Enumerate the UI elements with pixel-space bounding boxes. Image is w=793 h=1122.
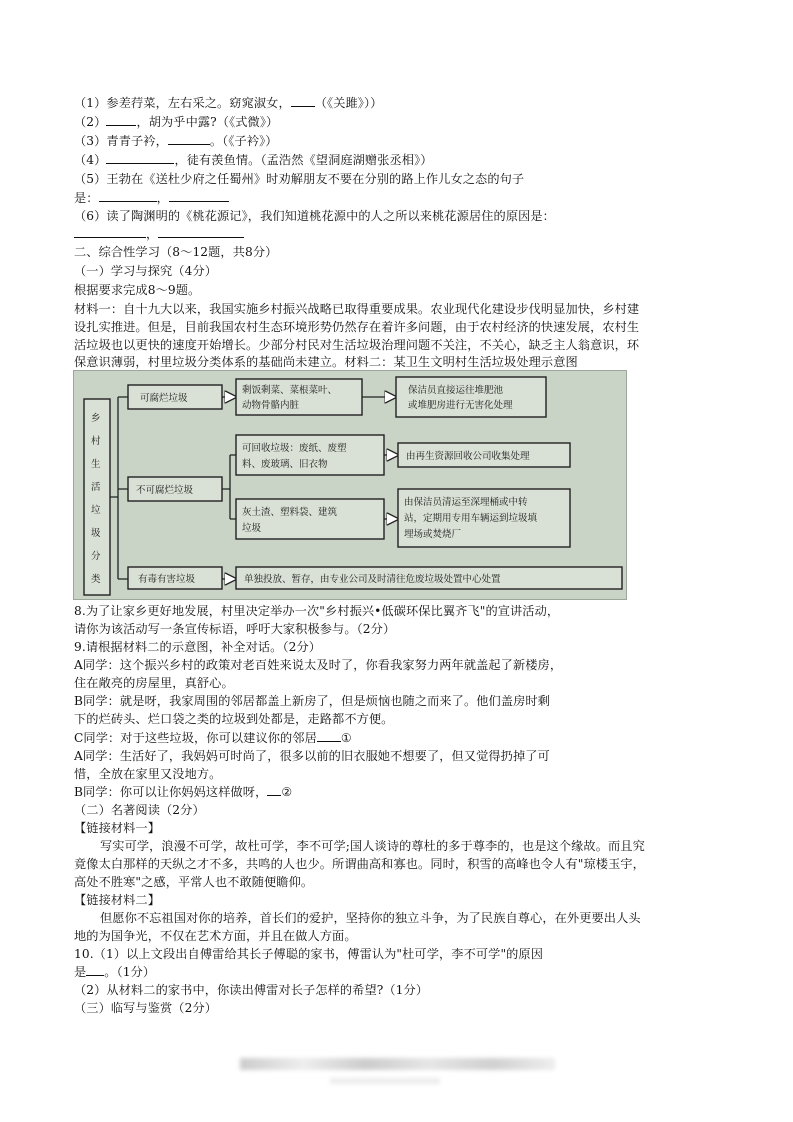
q8-line2: 请你为该活动写一条宣传标语，呼吁大家积极参与。（2分）: [74, 622, 396, 636]
q7-line1: [74, 94, 382, 112]
material1-line4: 保意识薄弱，村里垃圾分类体系的基础尚未建立。材料二：某卫生文明村生活垃圾处理示意图: [74, 355, 578, 369]
blank-2[interactable]: [267, 783, 281, 796]
text: B同学：你可以让你妈妈这样做呀，: [74, 785, 268, 799]
q7-line6: （6）读了陶渊明的《桃花源记》，我们知道桃花源中的人之所以来桃花源居住的原因是：: [74, 209, 555, 223]
q9-a4: 惜，全放在家里又没地方。: [74, 767, 222, 781]
q7-line2: [74, 113, 278, 131]
material1-line2: 设扎实推进。但是，目前我国农村生态环境形势仍然存在着许多问题，由于农村经济的快速发展，农村生: [74, 320, 640, 334]
link2-line1: 但愿你不忘祖国对你的培养，首长们的爱护，坚持你的独立斗争，为了民族自尊心，在外更要出人头: [100, 911, 641, 925]
text: ，徒有羡鱼情。（孟浩然《望洞庭湖赠张丞相》）: [174, 153, 433, 167]
cat2b-item-line1: 灰土渣、塑料袋、建筑: [242, 507, 338, 518]
link1-line3: 高处不胜寒"之感，平常人也不敢随便瞻仰。: [74, 875, 314, 889]
q7-line5: （5）王勃在《送杜少府之任蜀州》时劝解朋友不要在分别的路上作儿女之态的句子: [74, 172, 525, 186]
blank[interactable]: [86, 963, 104, 976]
text: （3）青青子衿，: [74, 134, 168, 148]
root-char: 垃: [91, 505, 101, 516]
root-char: 圾: [91, 528, 101, 539]
sub2-title: （二）名著阅读（2分）: [74, 803, 205, 817]
material1-line1: 材料一：自十九大以来，我国实施乡村振兴战略已取得重要成果。农业现代化建设步伐明显加快，乡村建: [74, 302, 640, 316]
cat2b-item-line2: 垃圾: [242, 523, 262, 534]
text: 。（《子衿》）: [209, 134, 278, 148]
root-char: 村: [91, 436, 101, 447]
text: 是: [74, 965, 87, 979]
text: （4）: [74, 153, 107, 167]
section2-title: 二、综合性学习（8～12题，共8分）: [74, 245, 278, 259]
blank[interactable]: [106, 151, 174, 164]
cat1-item-line2: 动物骨骼内脏: [242, 400, 300, 411]
cat2a-item-line2: 料、废玻璃、旧衣物: [242, 459, 328, 470]
cat3-label: 有毒有害垃圾: [138, 574, 196, 585]
cat1-proc-line2: 或堆肥房进行无害化处理: [408, 400, 513, 411]
q7-line4: [74, 151, 433, 169]
text: 。（1分）: [104, 965, 156, 979]
section2-req: 根据要求完成8～9题。: [74, 283, 201, 297]
footer-watermark: [240, 1058, 555, 1070]
text: （2）: [74, 115, 107, 129]
q9-a3: A同学：生活好了，我妈妈可时尚了，很多以前的旧衣服她不想要了，但又觉得扔掉了可: [74, 749, 550, 763]
cat2-label: 不可腐烂垃圾: [136, 485, 194, 496]
footer-watermark-2: [330, 1078, 440, 1084]
blank[interactable]: [168, 132, 210, 145]
root-char: 乡: [91, 413, 101, 424]
cat1-proc-line1: 保洁员直接运往堆肥池: [408, 385, 504, 396]
blank-1[interactable]: [317, 729, 341, 742]
blank[interactable]: [106, 113, 136, 126]
root-char: 生: [91, 459, 101, 470]
blank[interactable]: [99, 189, 157, 202]
root-char: 分: [91, 551, 101, 562]
link2-line2: 地的为国争光，不仅在艺术方面，并且在做人方面。: [74, 929, 357, 943]
text: ①: [340, 731, 352, 745]
q9-b3: [74, 783, 292, 801]
text: ②: [281, 785, 293, 799]
root-char: 活: [91, 482, 101, 493]
text: ，: [146, 227, 159, 241]
blank[interactable]: [169, 189, 229, 202]
text: ，: [156, 191, 169, 205]
q9-c1: [74, 729, 352, 747]
text: （1）参差荇菜，左右采之。窈窕淑女，: [74, 96, 291, 110]
q8-line1: 8.为了让家乡更好地发展，村里决定举办一次"乡村振兴•低碳环保比翼齐飞"的宣讲活动，: [74, 604, 560, 618]
q9-a1: A同学：这个振兴乡村的政策对老百姓来说太及时了，你看我家努力两年就盖起了新楼房，: [74, 658, 563, 672]
q10-line3: （2）从材料二的家书中，你读出傅雷对长子怎样的希望?（1分）: [74, 983, 429, 997]
q7-line3: [74, 132, 278, 150]
text: （《关雎》））: [314, 96, 383, 110]
q10-line1: 10.（1）以上文段出自傅雷给其长子傅聪的家书，傅雷认为"杜可学，李不可学"的原因: [74, 947, 544, 961]
material1-line3: 活垃圾也以更快的速度开始增长。少部分村民对生活垃圾治理问题不关注，不关心，缺乏主人翁意识，环: [74, 338, 640, 352]
text: 是：: [74, 191, 99, 205]
link2-title: 【链接材料二】: [74, 893, 161, 907]
q9-title: 9.请根据材料二的示意图，补全对话。（2分）: [74, 640, 322, 654]
blank[interactable]: [158, 225, 244, 238]
text: C同学：对于这些垃圾，你可以建议你的邻居: [74, 731, 317, 745]
cat2-bracket: [222, 455, 236, 519]
q9-a2: 住在敞亮的房屋里，真舒心。: [74, 676, 234, 690]
link1-line1: 写实可学，浪漫不可学，故杜可学，李不可学;国人谈诗的尊杜的多于尊李的，也是这个缘故。而且究: [100, 839, 645, 853]
link1-line2: 竟像太白那样的天纵之才不多，共鸣的人也少。所谓曲高和寡也。同时，积雪的高峰也令人有"琼楼玉宇，: [74, 857, 645, 871]
text: ，胡为乎中露?（《式微》）: [136, 115, 279, 129]
garbage-classification-diagram: [73, 370, 627, 600]
root-bracket: [110, 397, 128, 579]
diagram-svg: [74, 371, 626, 599]
q9-b1: B同学：就是呀，我家周围的邻居都盖上新房了，但是烦恼也随之而来了。他们盖房时剩: [74, 694, 550, 708]
cat2b-proc-line3: 埋场或焚烧厂: [404, 529, 462, 540]
cat2a-proc: 由再生资源回收公司收集处理: [406, 451, 530, 462]
section2-sub1: （一）学习与探究（4分）: [74, 264, 218, 278]
blank[interactable]: [291, 94, 315, 107]
sub3-title: （三）临写与鉴赏（2分）: [74, 1001, 218, 1015]
root-box: [84, 399, 110, 595]
cat2b-proc-line1: 由保洁员清运至深埋桶或中转: [404, 497, 528, 508]
q10-line2: [74, 963, 155, 981]
q9-b2: 下的烂砖头、烂口袋之类的垃圾到处都是，走路都不方便。: [74, 712, 394, 726]
cat2b-proc-line2: 站，定期用专用车辆运到垃圾填: [404, 513, 538, 524]
root-char: 类: [91, 574, 101, 585]
link1-title: 【链接材料一】: [74, 821, 161, 835]
q7-line6b: [74, 225, 244, 243]
blank[interactable]: [74, 225, 146, 238]
cat1-label: 可腐烂垃圾: [140, 393, 188, 404]
q7-line5b: [74, 189, 229, 207]
cat3-proc: 单独投放、暂存，由专业公司及时清往危废垃圾处置中心处置: [244, 574, 501, 585]
cat1-item-line1: 剩饭剩菜、菜根菜叶、: [242, 385, 338, 396]
cat1-proc-box: [396, 377, 546, 417]
cat2a-item-line1: 可回收垃圾：废纸、废塑: [242, 443, 347, 454]
